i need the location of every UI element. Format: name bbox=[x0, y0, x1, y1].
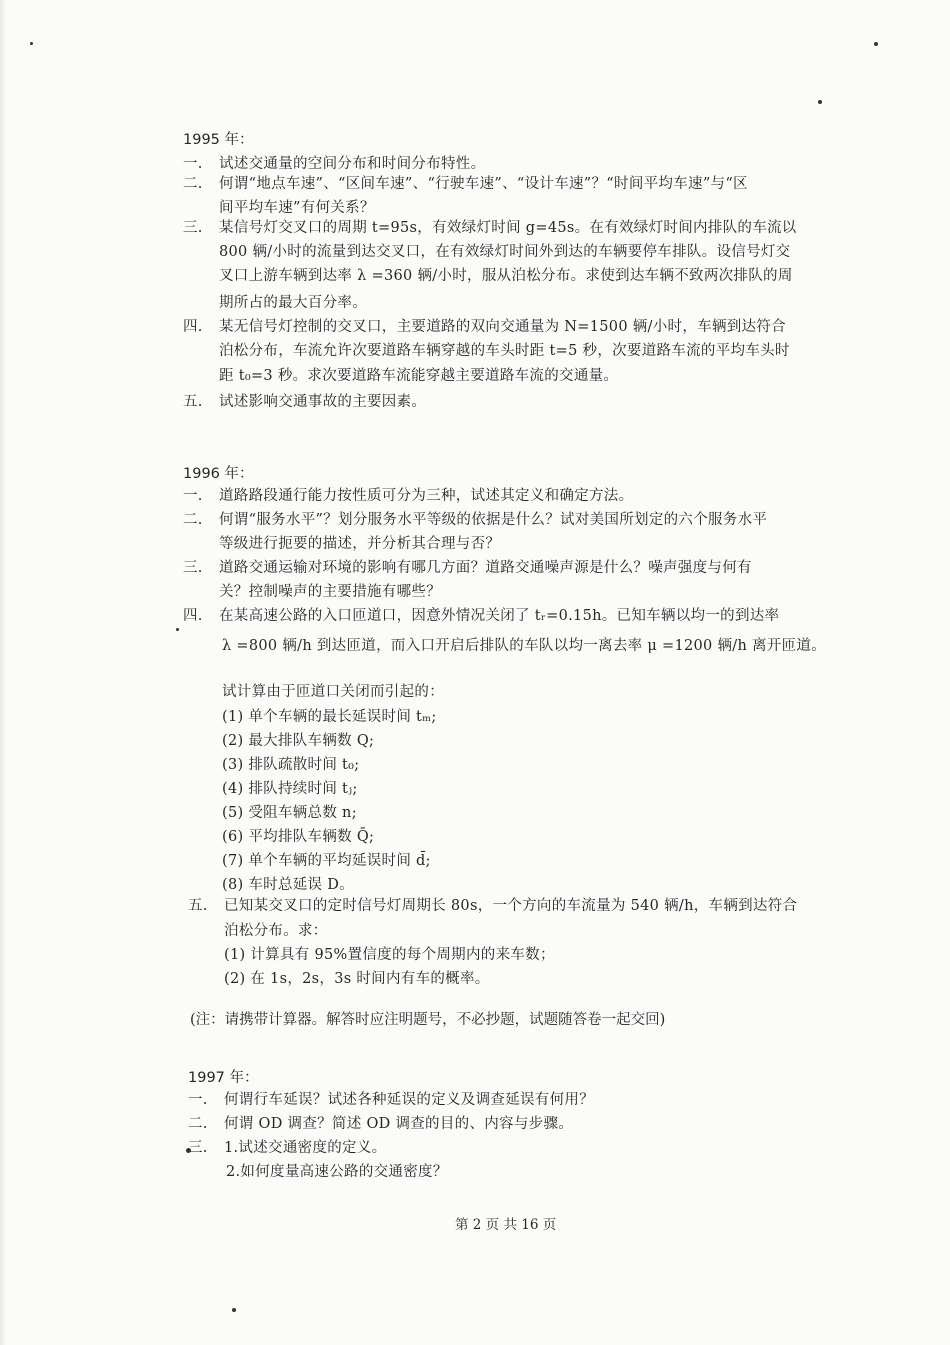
q1996-4-item: (1) 单个车辆的最长延误时间 tₘ; bbox=[222, 709, 437, 725]
q1997-3-line1: 三. 1.试述交通密度的定义。 bbox=[188, 1140, 387, 1156]
q1996-4-item: (6) 平均排队车辆数 Q̄; bbox=[222, 829, 375, 845]
q1996-5-line2: 泊松分布。求： bbox=[224, 923, 328, 939]
q1996-4-item: (8) 车时总延误 D。 bbox=[222, 877, 354, 893]
q1995-4-line2: 泊松分布，车流允许次要道路车辆穿越的车头时距 t=5 秒，次要道路车流的平均车头时 bbox=[219, 343, 790, 359]
q1995-3-line3: 叉口上游车辆到达率 λ =360 辆/小时，服从泊松分布。求使到达车辆不致两次排队的周 bbox=[219, 268, 793, 284]
q1996-3-line2: 关？控制噪声的主要措施有哪些？ bbox=[219, 584, 441, 600]
q1995-2-line1: 二. 何谓“地点车速”、“区间车速”、“行驶车速”、“设计车速”？“时间平均车速”与“区 bbox=[183, 176, 748, 192]
scan-speck bbox=[30, 42, 33, 45]
q1996-3-line1: 三. 道路交通运输对环境的影响有哪几方面？道路交通噪声源是什么？噪声强度与何有 bbox=[183, 560, 752, 576]
q1995-4-line1: 四. 某无信号灯控制的交叉口，主要道路的双向交通量为 N=1500 辆/小时，车辆到达符合 bbox=[183, 319, 786, 335]
q1995-3-line1: 三. 某信号灯交叉口的周期 t=95s，有效绿灯时间 g=45s。在有效绿灯时间内排队的车流以 bbox=[183, 220, 797, 236]
q1996-4-item: (7) 单个车辆的平均延误时间 d̄; bbox=[222, 853, 431, 869]
q1995-1: 一. 试述交通量的空间分布和时间分布特性。 bbox=[183, 156, 486, 172]
q1996-4-item: (2) 最大排队车辆数 Q; bbox=[222, 733, 375, 749]
q1996-4-item: (4) 排队持续时间 tⱼ; bbox=[222, 781, 358, 797]
q1997-2: 二. 何谓 OD 调查？简述 OD 调查的目的、内容与步骤。 bbox=[188, 1116, 574, 1132]
q1995-4-line3: 距 t₀=3 秒。求次要道路车流能穿越主要道路车流的交通量。 bbox=[219, 368, 619, 384]
q1997-3-line2: 2.如何度量高速公路的交通密度？ bbox=[226, 1164, 448, 1180]
q1996-4-intro: 试计算由于匝道口关闭而引起的： bbox=[222, 684, 444, 700]
q1995-3-line4: 期所占的最大百分率。 bbox=[219, 295, 367, 311]
scan-edge-shadow bbox=[0, 0, 6, 1345]
q1996-5-item: (2) 在 1s，2s，3s 时间内有车的概率。 bbox=[224, 971, 490, 987]
year-1996-heading: 1996 年： bbox=[183, 466, 254, 482]
q1996-4-item: (3) 排队疏散时间 t₀; bbox=[222, 757, 360, 773]
q1995-5: 五. 试述影响交通事故的主要因素。 bbox=[183, 394, 427, 410]
q1996-4-item: (5) 受阻车辆总数 n; bbox=[222, 805, 357, 821]
q1996-2-line1: 二. 何谓“服务水平”？划分服务水平等级的依据是什么？试对美国所划定的六个服务水平 bbox=[183, 512, 768, 528]
q1996-2-line2: 等级进行扼要的描述，并分析其合理与否？ bbox=[219, 536, 501, 552]
q1996-1: 一. 道路路段通行能力按性质可分为三种，试述其定义和确定方法。 bbox=[183, 488, 634, 504]
year-1997-heading: 1997 年： bbox=[188, 1070, 259, 1086]
q1996-5-line1: 五. 已知某交叉口的定时信号灯周期长 80s，一个方向的车流量为 540 辆/h，车辆到达符合 bbox=[188, 898, 798, 914]
exam-note: (注：请携带计算器。解答时应注明题号，不必抄题，试题随答卷一起交回) bbox=[190, 1012, 666, 1028]
q1996-4-line2: λ =800 辆/h 到达匝道，而入口开启后排队的车队以均一离去率 μ =1200 辆/h 离开匝道。 bbox=[222, 638, 826, 654]
q1995-2-line2: 间平均车速”有何关系？ bbox=[219, 200, 375, 216]
scan-speck bbox=[874, 42, 878, 46]
q1996-5-item: (1) 计算具有 95%置信度的每个周期内的来车数； bbox=[224, 947, 555, 963]
q1996-4-line1: 四. 在某高速公路的入口匝道口，因意外情况关闭了 tᵣ=0.15h。已知车辆以均一的到达率 bbox=[183, 608, 780, 624]
scan-speck bbox=[176, 628, 179, 631]
q1997-1: 一. 何谓行车延误？试述各种延误的定义及调查延误有何用？ bbox=[188, 1092, 594, 1108]
year-1995-heading: 1995 年： bbox=[183, 132, 254, 148]
scan-speck bbox=[232, 1308, 236, 1312]
scan-speck bbox=[818, 100, 822, 104]
q1995-3-line2: 800 辆/小时的流量到达交叉口，在有效绿灯时间外到达的车辆要停车排队。设信号灯交 bbox=[219, 244, 791, 260]
page-number-footer: 第 2 页 共 16 页 bbox=[455, 1217, 557, 1233]
